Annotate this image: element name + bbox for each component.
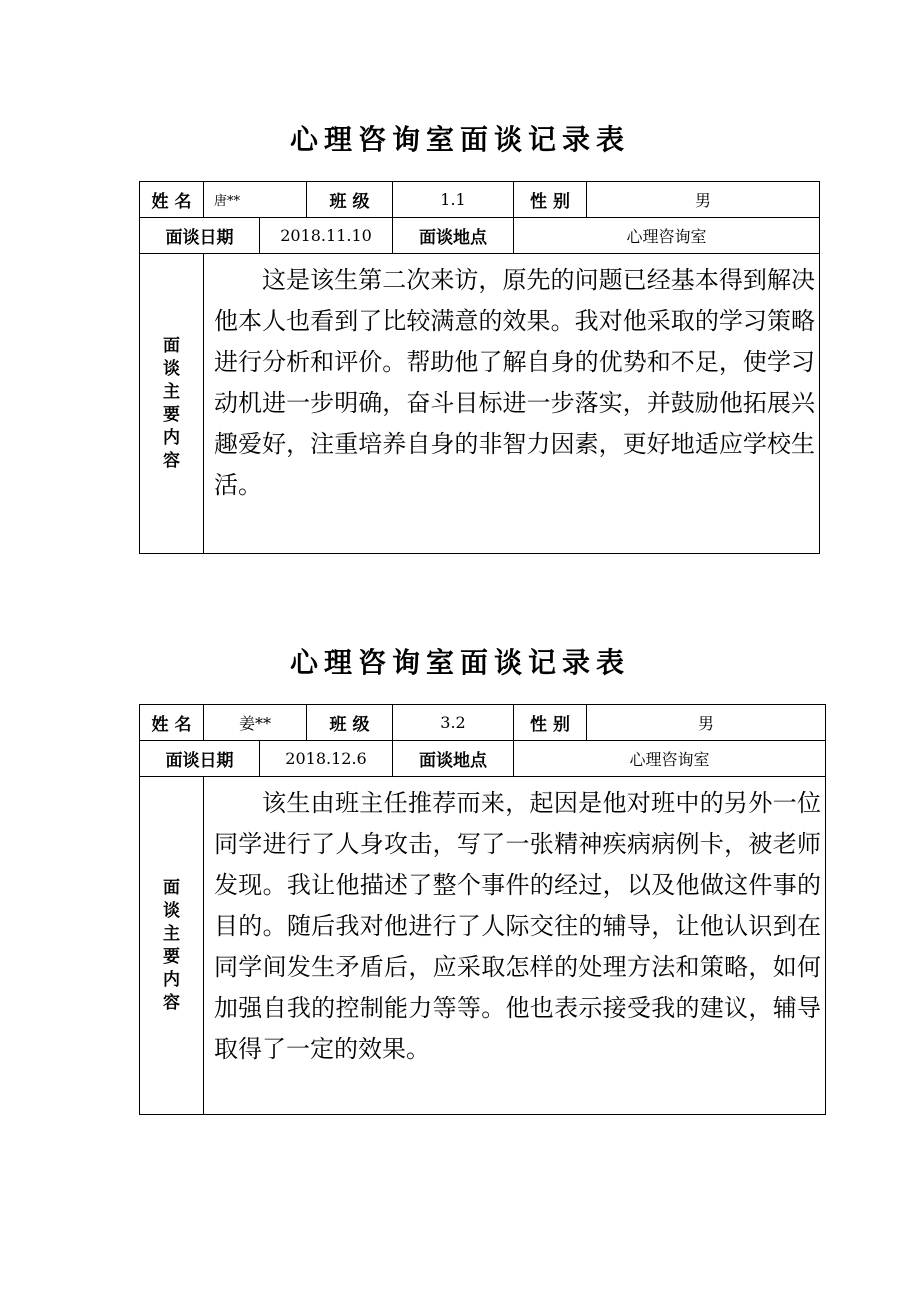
name-label: 姓 名 <box>140 705 204 741</box>
place-label: 面谈地点 <box>393 218 514 254</box>
content-label-char: 面 <box>163 877 180 898</box>
content-label-char: 容 <box>163 450 180 471</box>
date-value: 2018.12.6 <box>260 741 393 777</box>
class-value: 1.1 <box>393 182 514 218</box>
gender-label: 性 别 <box>514 182 587 218</box>
content-label-char: 面 <box>163 335 180 356</box>
content-label-char: 要 <box>163 946 180 967</box>
content-label-char: 内 <box>163 969 180 990</box>
content-label-char: 谈 <box>163 358 180 379</box>
content-label-char: 主 <box>163 923 180 944</box>
name-label: 姓 名 <box>140 182 204 218</box>
content-label <box>140 777 204 1115</box>
form-2-table <box>139 704 826 1115</box>
form-1-title: 心理咨询室面谈记录表 <box>289 123 630 156</box>
name-value: 姜** <box>204 705 307 741</box>
gender-value: 男 <box>587 705 826 741</box>
gender-label: 性 别 <box>514 705 587 741</box>
place-label: 面谈地点 <box>393 741 514 777</box>
place-value: 心理咨询室 <box>514 741 826 777</box>
content-label <box>140 254 204 554</box>
content-cell <box>204 254 820 554</box>
content-text: 这是该生第二次来访，原先的问题已经基本得到解决他本人也看到了比较满意的效果。我对他采取的学习策略进行分析和评价。帮助他了解自身的优势和不足，使学习动机进一步明确，奋斗目标进一步落实，并鼓励他拓展兴趣爱好，注重培养自身的非智力因素，更好地适应学校生活。 <box>214 266 816 499</box>
date-value: 2018.11.10 <box>260 218 393 254</box>
form-2-title: 心理咨询室面谈记录表 <box>289 646 630 679</box>
content-label-char: 内 <box>163 427 180 448</box>
content-text: 该生由班主任推荐而来，起因是他对班中的另外一位同学进行了人身攻击，写了一张精神疾病病例卡，被老师发现。我让他描述了整个事件的经过，以及他做这件事的目的。随后我对他进行了人际交往的辅导，让他认识到在同学间发生矛盾后，应采取怎样的处理方法和策略，如何加强自我的控制能力等等。他也表示接受我的建议，辅导取得了一定的效果。 <box>214 789 822 1063</box>
class-label: 班 级 <box>307 182 393 218</box>
date-label: 面谈日期 <box>140 741 260 777</box>
content-label-char: 要 <box>163 404 180 425</box>
content-label-char: 主 <box>163 381 180 402</box>
class-label: 班 级 <box>307 705 393 741</box>
content-label-char: 谈 <box>163 900 180 921</box>
class-value: 3.2 <box>393 705 514 741</box>
content-label-char: 容 <box>163 992 180 1013</box>
gender-value: 男 <box>587 182 820 218</box>
form-1-table <box>139 181 820 554</box>
content-cell <box>204 777 826 1115</box>
place-value: 心理咨询室 <box>514 218 820 254</box>
date-label: 面谈日期 <box>140 218 260 254</box>
name-value: 唐** <box>204 182 307 218</box>
